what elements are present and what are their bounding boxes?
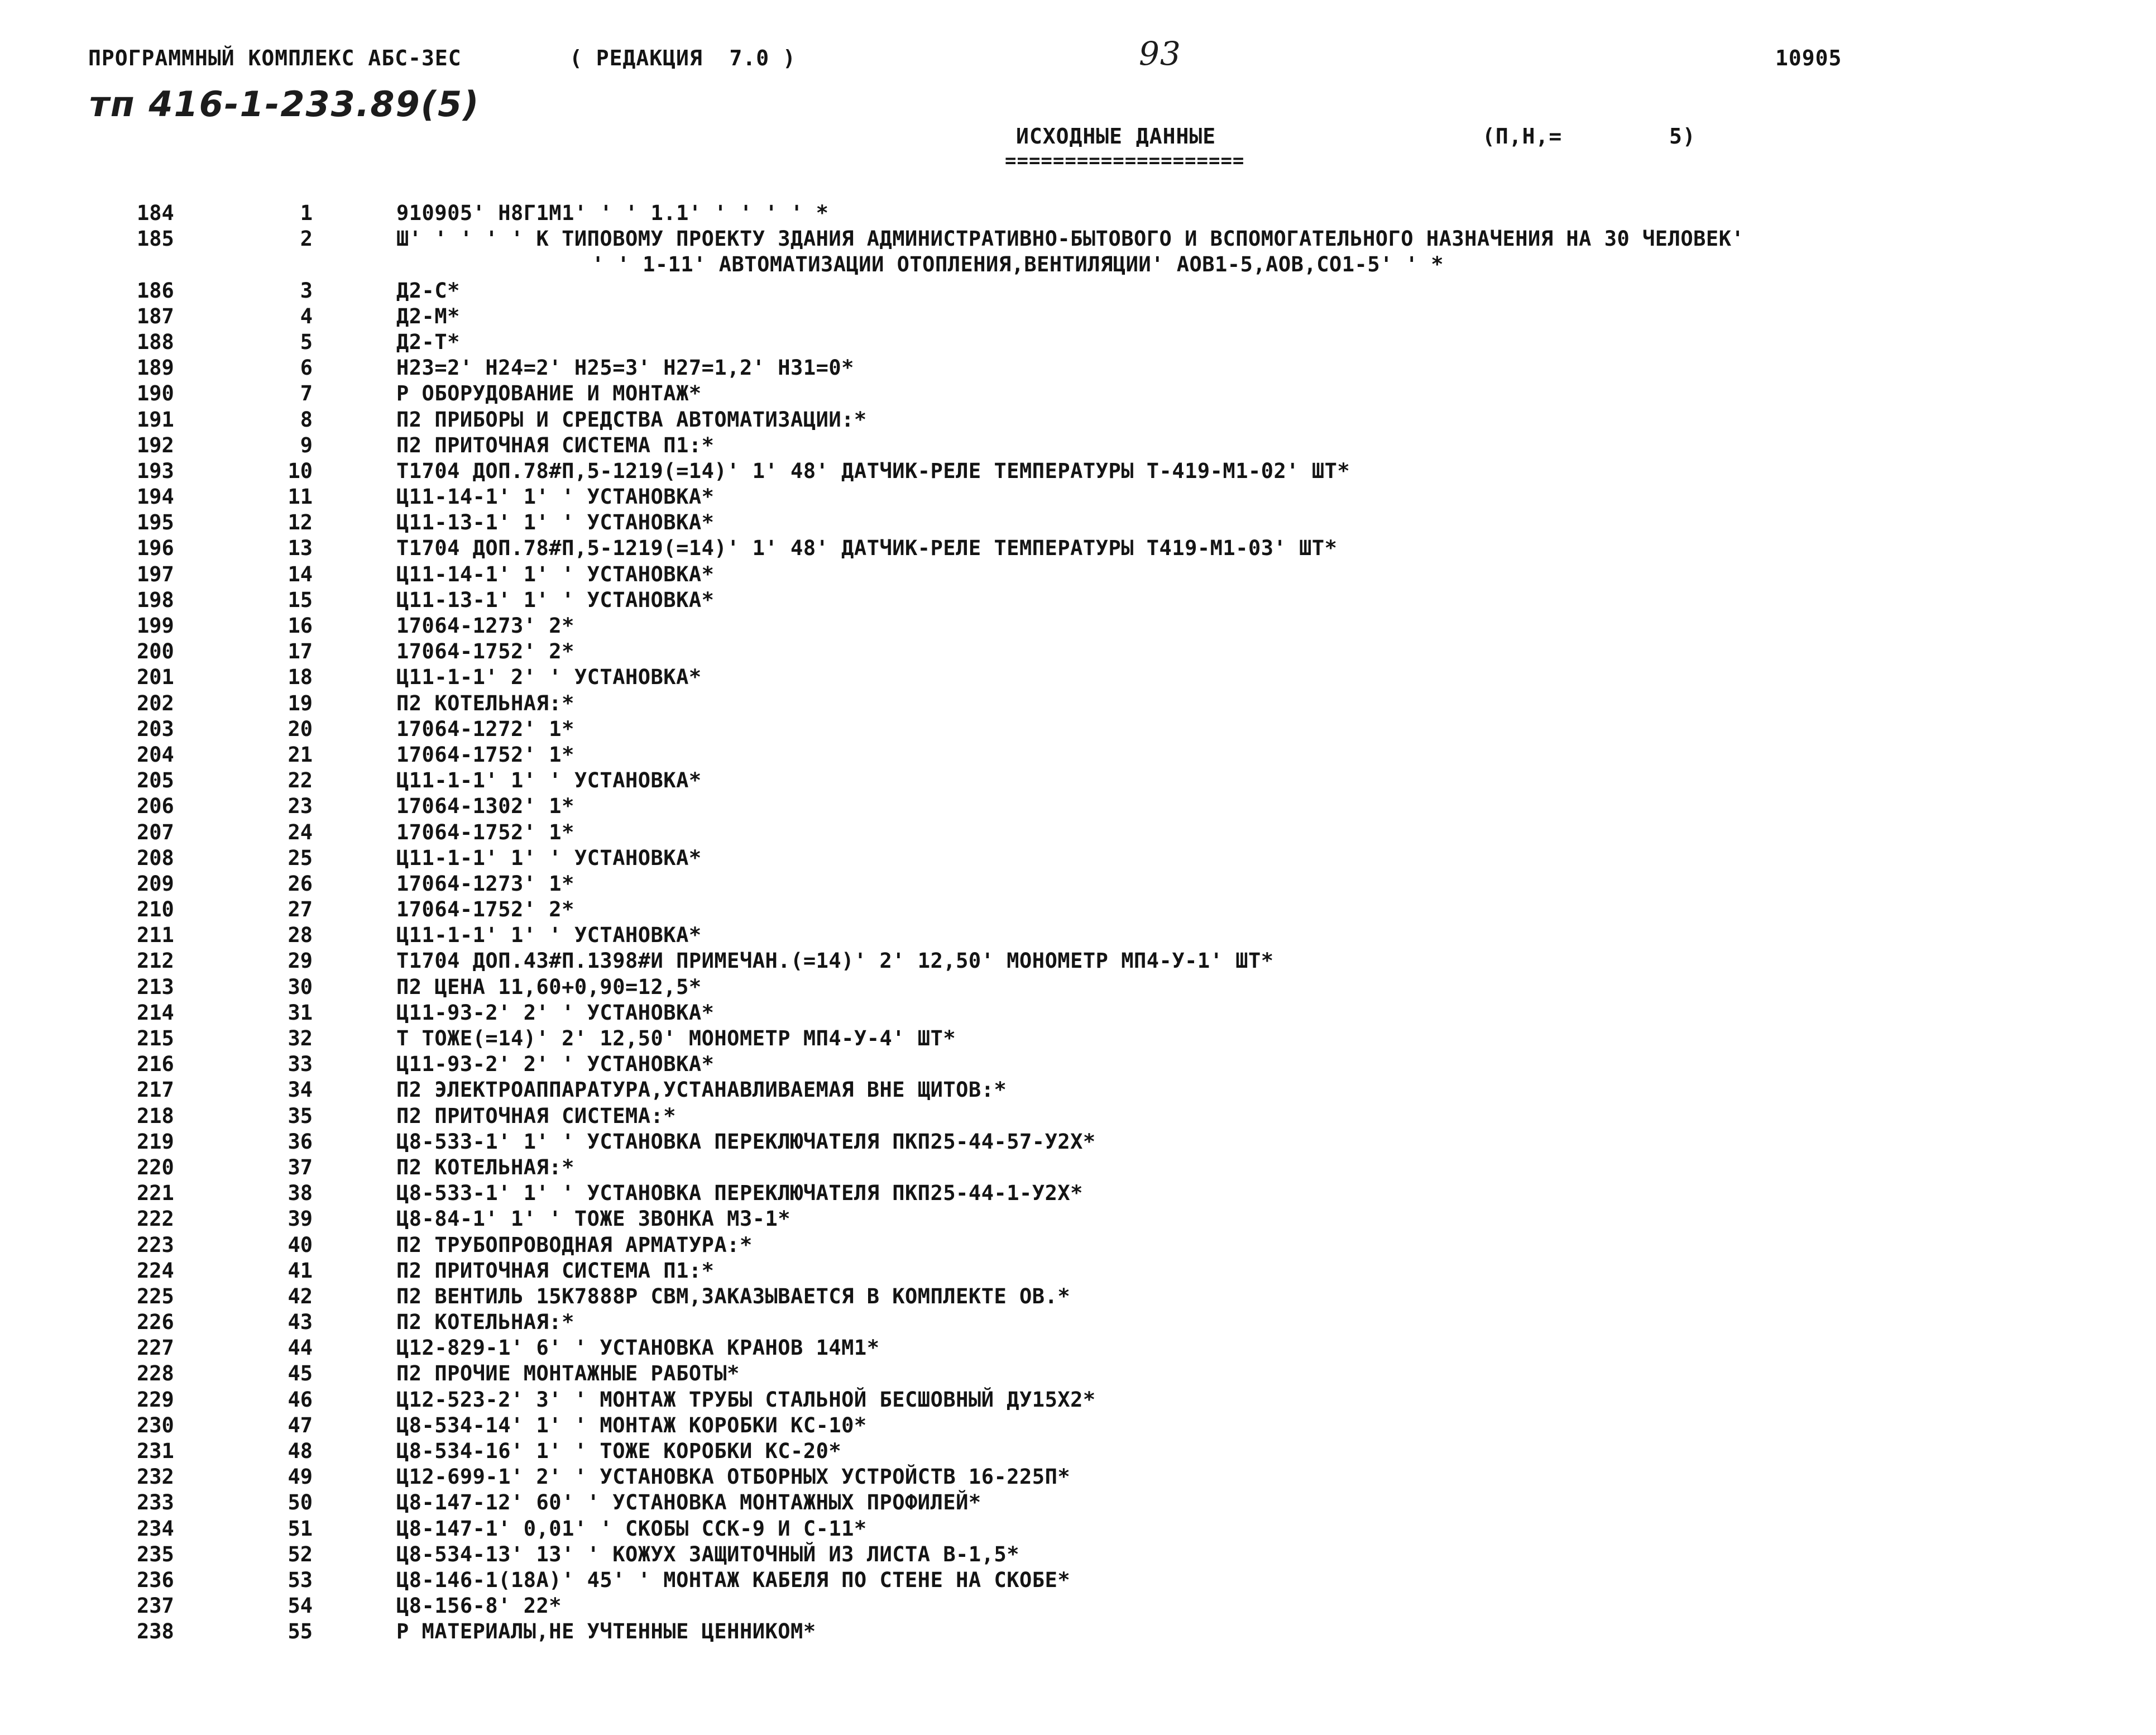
line-number: 230 [137, 1413, 174, 1437]
record-text: Ц11-14-1' 1' ' УСТАНОВКА* [396, 485, 715, 509]
record-number: 52 [288, 1542, 313, 1566]
record-number: 12 [288, 510, 313, 535]
listing-row [0, 381, 2156, 407]
line-number: 223 [137, 1232, 174, 1257]
listing-row [0, 1026, 2156, 1052]
line-number: 190 [137, 381, 174, 406]
record-number: 46 [288, 1387, 313, 1412]
line-number: 237 [137, 1594, 174, 1618]
record-number: 47 [288, 1413, 313, 1437]
line-number: 198 [137, 587, 174, 612]
title-underline: ==================== [1005, 150, 1245, 172]
record-text: Ц11-13-1' 1' ' УСТАНОВКА* [396, 587, 715, 612]
record-text: Ц8-533-1' 1' ' УСТАНОВКА ПЕРЕКЛЮЧАТЕЛЯ ПКП25-44-1-У2Х* [396, 1181, 1083, 1206]
listing-row [0, 820, 2156, 846]
line-number: 195 [137, 510, 174, 535]
record-number: 8 [300, 407, 313, 432]
record-number: 31 [288, 1000, 313, 1025]
line-number: 201 [137, 665, 174, 690]
line-number: 211 [137, 923, 174, 948]
line-number: 196 [137, 536, 174, 561]
line-number: 213 [137, 974, 174, 999]
record-text: П2 ПРИБОРЫ И СРЕДСТВА АВТОМАТИЗАЦИИ:* [396, 407, 867, 432]
listing-row [0, 408, 2156, 433]
listing-row [0, 536, 2156, 562]
record-text: Р МАТЕРИАЛЫ,НЕ УЧТЕННЫЕ ЦЕННИКОМ* [396, 1619, 816, 1644]
record-text: П2 ВЕНТИЛЬ 15К7888Р СВМ,ЗАКАЗЫВАЕТСЯ В КОМПЛЕКТЕ ОВ.* [396, 1284, 1071, 1308]
record-text: Т1704 ДОП.78#П,5-1219(=14)' 1' 48' ДАТЧИК-РЕЛЕ ТЕМПЕРАТУРЫ Т-419-М1-02' ШТ* [396, 458, 1350, 483]
record-number: 44 [288, 1336, 313, 1360]
record-text: Ш' ' ' ' ' К ТИПОВОМУ ПРОЕКТУ ЗДАНИЯ АДМИНИСТРАТИВНО-БЫТОВОГО И ВСПОМОГАТЕЛЬНОГО НАЗНАЧЕНИЯ НА 30 ЧЕЛОВЕК' [396, 227, 1745, 251]
listing-row [0, 1130, 2156, 1155]
listing-row [0, 1207, 2156, 1232]
record-number: 38 [288, 1181, 313, 1206]
record-text: Н23=2' Н24=2' Н25=3' Н27=1,2' Н31=0* [396, 356, 854, 380]
line-number: 187 [137, 304, 174, 328]
record-text: П2 ПРИТОЧНАЯ СИСТЕМА П1:* [396, 433, 715, 457]
listing-row [0, 1413, 2156, 1439]
listing-row [0, 691, 2156, 717]
line-number: 184 [137, 201, 174, 225]
line-number: 232 [137, 1465, 174, 1489]
record-number: 5 [300, 329, 313, 354]
record-text: 17064-1272' 1* [396, 716, 574, 741]
record-text: Ц11-1-1' 1' ' УСТАНОВКА* [396, 768, 702, 793]
record-text: П2 ЦЕНА 11,60+0,90=12,5* [396, 974, 702, 999]
listing-row [0, 279, 2156, 304]
line-number: 224 [137, 1258, 174, 1283]
listing-row [0, 1439, 2156, 1465]
record-text: Т ТОЖЕ(=14)' 2' 12,50' МОНОМЕТР МП4-У-4' ШТ* [396, 1026, 956, 1050]
line-number: 194 [137, 485, 174, 509]
line-number: 199 [137, 614, 174, 638]
record-text: Ц11-1-1' 1' ' УСТАНОВКА* [396, 845, 702, 870]
line-number: 203 [137, 716, 174, 741]
record-text: Ц11-14-1' 1' ' УСТАНОВКА* [396, 562, 715, 586]
record-number: 15 [288, 587, 313, 612]
record-text: Ц11-1-1' 1' ' УСТАНОВКА* [396, 923, 702, 948]
listing-row [0, 433, 2156, 459]
listing-row [0, 1465, 2156, 1490]
line-number: 206 [137, 794, 174, 819]
listing-row [0, 614, 2156, 639]
record-number: 27 [288, 897, 313, 922]
record-text: 17064-1752' 1* [396, 820, 574, 844]
record-number: 48 [288, 1439, 313, 1463]
record-number: 14 [288, 562, 313, 586]
listing-row [0, 1001, 2156, 1026]
record-number: 9 [300, 433, 313, 457]
line-number: 222 [137, 1207, 174, 1231]
listing-row [0, 588, 2156, 614]
record-number: 28 [288, 923, 313, 948]
listing-row [0, 717, 2156, 743]
listing-row [0, 639, 2156, 665]
listing-row [0, 304, 2156, 330]
record-text: Ц11-93-2' 2' ' УСТАНОВКА* [396, 1052, 715, 1077]
record-number: 24 [288, 820, 313, 844]
record-text: П2 КОТЕЛЬНАЯ:* [396, 691, 574, 715]
record-number: 49 [288, 1465, 313, 1489]
record-text: Ц8-156-8' 22* [396, 1594, 562, 1618]
listing-row [0, 872, 2156, 897]
record-number: 40 [288, 1232, 313, 1257]
line-number: 217 [137, 1078, 174, 1102]
line-number: 192 [137, 433, 174, 457]
record-text: Ц8-147-12' 60' ' УСТАНОВКА МОНТАЖНЫХ ПРОФИЛЕЙ* [396, 1490, 981, 1515]
line-number: 226 [137, 1310, 174, 1335]
record-number: 25 [288, 845, 313, 870]
line-number: 205 [137, 768, 174, 793]
line-number: 186 [137, 278, 174, 303]
line-number: 202 [137, 691, 174, 715]
listing-row [0, 897, 2156, 923]
listing-row [0, 768, 2156, 794]
record-text: Ц8-533-1' 1' ' УСТАНОВКА ПЕРЕКЛЮЧАТЕЛЯ ПКП25-44-57-У2Х* [396, 1129, 1096, 1154]
line-number: 208 [137, 845, 174, 870]
record-text: Ц8-84-1' 1' ' ТОЖЕ ЗВОНКА МЗ-1* [396, 1207, 791, 1231]
record-number: 4 [300, 304, 313, 328]
record-text: 17064-1273' 2* [396, 614, 574, 638]
record-number: 3 [300, 278, 313, 303]
record-number: 36 [288, 1129, 313, 1154]
record-number: 33 [288, 1052, 313, 1077]
line-number: 234 [137, 1516, 174, 1541]
listing-row [0, 1594, 2156, 1619]
listing-row [0, 1233, 2156, 1259]
record-text: Р ОБОРУДОВАНИЕ И МОНТАЖ* [396, 381, 702, 406]
line-number: 207 [137, 820, 174, 844]
line-number: 219 [137, 1129, 174, 1154]
record-number: 53 [288, 1567, 313, 1592]
listing-row [0, 1619, 2156, 1645]
handwritten-project-code: тп 416-1-233.89(5) [89, 84, 480, 125]
record-text: Ц8-146-1(18А)' 45' ' МОНТАЖ КАБЕЛЯ ПО СТЕНЕ НА СКОБЕ* [396, 1567, 1071, 1592]
record-text: Ц12-523-2' 3' ' МОНТАЖ ТРУБЫ СТАЛЬНОЙ БЕСШОВНЫЙ ДУ15Х2* [396, 1387, 1096, 1412]
line-number: 225 [137, 1284, 174, 1308]
listing-row [0, 1259, 2156, 1284]
record-text: П2 ЭЛЕКТРОАППАРАТУРА,УСТАНАВЛИВАЕМАЯ ВНЕ ЩИТОВ:* [396, 1078, 1007, 1102]
line-number: 197 [137, 562, 174, 586]
line-number: 216 [137, 1052, 174, 1077]
listing-row [0, 949, 2156, 974]
record-number: 54 [288, 1594, 313, 1618]
record-text: Д2-М* [396, 304, 460, 328]
record-text: П2 ТРУБОПРОВОДНАЯ АРМАТУРА:* [396, 1232, 753, 1257]
record-number: 51 [288, 1516, 313, 1541]
listing-row [0, 356, 2156, 381]
record-text: Д2-Т* [396, 329, 460, 354]
listing-row [0, 1361, 2156, 1387]
listing-row [0, 1490, 2156, 1516]
listing-row [0, 201, 2156, 227]
line-number: 221 [137, 1181, 174, 1206]
line-number: 233 [137, 1490, 174, 1515]
line-number: 210 [137, 897, 174, 922]
record-number: 50 [288, 1490, 313, 1515]
record-text: Ц8-534-14' 1' ' МОНТАЖ КОРОБКИ КС-10* [396, 1413, 867, 1437]
listing-row-continuation [0, 252, 2156, 278]
document-code: 10905 [1775, 46, 1842, 70]
listing-row [0, 1104, 2156, 1130]
listing-row [0, 1568, 2156, 1594]
line-number: 235 [137, 1542, 174, 1566]
line-number: 200 [137, 639, 174, 664]
listing-row [0, 510, 2156, 536]
record-number: 19 [288, 691, 313, 715]
line-number: 191 [137, 407, 174, 432]
listing-row [0, 1542, 2156, 1568]
record-text: Ц12-699-1' 2' ' УСТАНОВКА ОТБОРНЫХ УСТРОЙСТВ 16-225П* [396, 1465, 1071, 1489]
record-number: 42 [288, 1284, 313, 1308]
listing-row [0, 459, 2156, 485]
record-text: 17064-1752' 1* [396, 742, 574, 767]
record-number: 30 [288, 974, 313, 999]
record-text: Ц11-1-1' 2' ' УСТАНОВКА* [396, 665, 702, 690]
data-listing [0, 201, 2156, 1646]
record-number: 34 [288, 1078, 313, 1102]
line-number: 189 [137, 356, 174, 380]
record-text: 910905' Н8Г1М1' ' ' 1.1' ' ' ' ' * [396, 201, 829, 225]
line-number: 193 [137, 458, 174, 483]
line-number: 220 [137, 1155, 174, 1179]
record-text: Ц8-147-1' 0,01' ' СКОБЫ ССК-9 И С-11* [396, 1516, 867, 1541]
record-number: 20 [288, 716, 313, 741]
listing-row [0, 1517, 2156, 1542]
record-number: 22 [288, 768, 313, 793]
line-number: 228 [137, 1361, 174, 1386]
record-number: 10 [288, 458, 313, 483]
record-text: Т1704 ДОП.43#П.1398#И ПРИМЕЧАН.(=14)' 2' 12,50' МОНОМЕТР МП4-У-1' ШТ* [396, 949, 1274, 973]
line-number: 218 [137, 1103, 174, 1128]
record-number: 7 [300, 381, 313, 406]
listing-row [0, 665, 2156, 691]
record-text: Д2-С* [396, 278, 460, 303]
line-number: 215 [137, 1026, 174, 1050]
record-number: 17 [288, 639, 313, 664]
line-number: 204 [137, 742, 174, 767]
record-text: Ц11-13-1' 1' ' УСТАНОВКА* [396, 510, 715, 535]
record-number: 18 [288, 665, 313, 690]
record-number: 45 [288, 1361, 313, 1386]
listing-row [0, 1078, 2156, 1103]
record-number: 35 [288, 1103, 313, 1128]
listing-row [0, 227, 2156, 252]
record-number: 26 [288, 871, 313, 896]
listing-row [0, 485, 2156, 510]
page-title: ИСХОДНЫЕ ДАННЫЕ [1016, 124, 1216, 149]
record-number: 21 [288, 742, 313, 767]
listing-row [0, 1336, 2156, 1361]
record-number: 55 [288, 1619, 313, 1644]
line-number: 185 [137, 227, 174, 251]
record-text: П2 ПРИТОЧНАЯ СИСТЕМА П1:* [396, 1258, 715, 1283]
line-number: 231 [137, 1439, 174, 1463]
line-number: 209 [137, 871, 174, 896]
listing-row [0, 923, 2156, 949]
record-number: 2 [300, 227, 313, 251]
record-number: 41 [288, 1258, 313, 1283]
pn-value: 5) [1669, 124, 1696, 149]
record-number: 32 [288, 1026, 313, 1050]
record-text: 17064-1273' 1* [396, 871, 574, 896]
record-number: 39 [288, 1207, 313, 1231]
listing-row [0, 562, 2156, 588]
record-number: 43 [288, 1310, 313, 1335]
line-number: 236 [137, 1567, 174, 1592]
record-number: 23 [288, 794, 313, 819]
program-name: ПРОГРАММНЫЙ КОМПЛЕКС АБС-3ЕС [88, 46, 462, 70]
line-number: 188 [137, 329, 174, 354]
record-text-continuation: ' ' 1-11' АВТОМАТИЗАЦИИ ОТОПЛЕНИЯ,ВЕНТИЛЯЦИИ' АОВ1-5,АОВ,СО1-5' ' * [592, 252, 1444, 277]
listing-row [0, 1284, 2156, 1310]
record-number: 1 [300, 201, 313, 225]
record-number: 13 [288, 536, 313, 561]
record-number: 6 [300, 356, 313, 380]
page-number: 93 [1139, 35, 1181, 73]
line-number: 229 [137, 1387, 174, 1412]
line-number: 238 [137, 1619, 174, 1644]
listing-row [0, 846, 2156, 872]
line-number: 214 [137, 1000, 174, 1025]
record-number: 16 [288, 614, 313, 638]
record-text: Ц12-829-1' 6' ' УСТАНОВКА КРАНОВ 14М1* [396, 1336, 880, 1360]
listing-row [0, 330, 2156, 356]
record-text: 17064-1752' 2* [396, 897, 574, 922]
line-number: 227 [137, 1336, 174, 1360]
record-text: П2 ПРИТОЧНАЯ СИСТЕМА:* [396, 1103, 677, 1128]
record-text: 17064-1752' 2* [396, 639, 574, 664]
record-text: П2 КОТЕЛЬНАЯ:* [396, 1155, 574, 1179]
pn-label: (П,Н,= [1482, 124, 1563, 149]
listing-row [0, 1155, 2156, 1181]
listing-row [0, 743, 2156, 768]
record-number: 11 [288, 485, 313, 509]
edition-label: ( РЕДАКЦИЯ 7.0 ) [569, 46, 796, 70]
record-text: 17064-1302' 1* [396, 794, 574, 819]
record-text: П2 ПРОЧИЕ МОНТАЖНЫЕ РАБОТЫ* [396, 1361, 740, 1386]
listing-row [0, 1052, 2156, 1078]
record-text: П2 КОТЕЛЬНАЯ:* [396, 1310, 574, 1335]
record-text: Ц11-93-2' 2' ' УСТАНОВКА* [396, 1000, 715, 1025]
record-text: Ц8-534-16' 1' ' ТОЖЕ КОРОБКИ КС-20* [396, 1439, 842, 1463]
listing-row [0, 975, 2156, 1001]
listing-row [0, 1310, 2156, 1336]
record-number: 37 [288, 1155, 313, 1179]
record-number: 29 [288, 949, 313, 973]
line-number: 212 [137, 949, 174, 973]
listing-row [0, 794, 2156, 820]
record-text: Ц8-534-13' 13' ' КОЖУХ ЗАЩИТОЧНЫЙ ИЗ ЛИСТА В-1,5* [396, 1542, 1020, 1566]
record-text: Т1704 ДОП.78#П,5-1219(=14)' 1' 48' ДАТЧИК-РЕЛЕ ТЕМПЕРАТУРЫ Т419-М1-03' ШТ* [396, 536, 1338, 561]
listing-row [0, 1181, 2156, 1207]
listing-row [0, 1388, 2156, 1413]
